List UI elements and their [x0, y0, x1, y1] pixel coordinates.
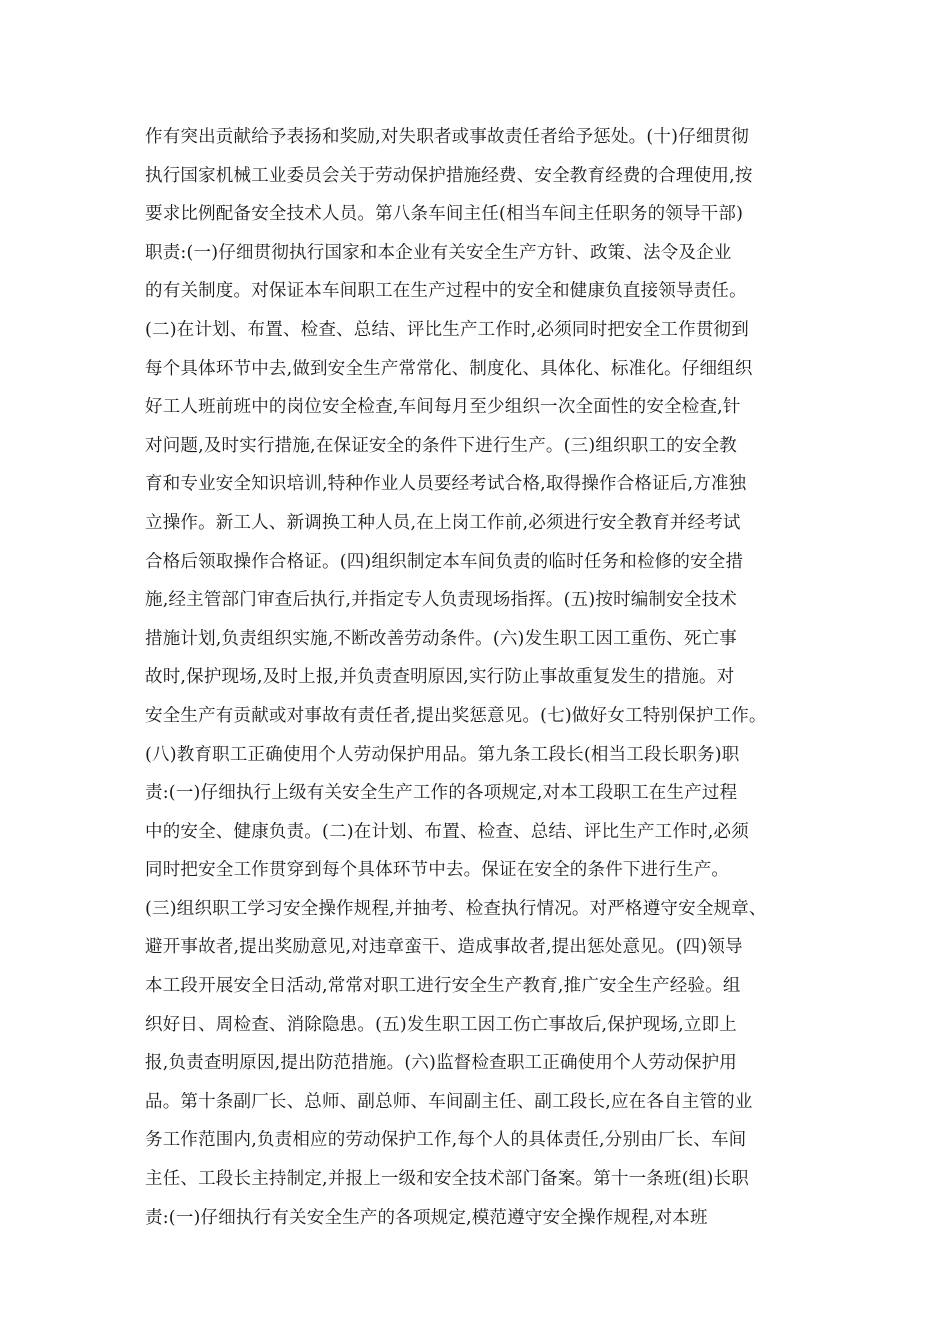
text-line: 报,负责查明原因,提出防范措施。(六)监督检查职工正确使用个人劳动保护用: [145, 1053, 737, 1074]
text-line: 作有突出贡献给予表扬和奖励,对失职者或事故责任者给予惩处。(十)仔细贯彻: [145, 127, 749, 147]
text-line: 职责:(一)仔细贯彻执行国家和本企业有关安全生产方针、政策、法令及企业: [145, 242, 732, 263]
text-line: 措施计划,负责组织实施,不断改善劳动条件。(六)发生职工因工重伤、死亡事: [145, 628, 737, 649]
text-line: 对问题,及时实行措施,在保证安全的条件下进行生产。(三)组织职工的安全教: [145, 435, 737, 456]
text-line: 合格后领取操作合格证。(四)组织制定本车间负责的临时任务和检修的安全措: [145, 551, 744, 572]
text-line: 每个具体环节中去,做到安全生产常常化、制度化、具体化、标准化。仔细组织: [145, 358, 753, 379]
text-line: (二)在计划、布置、检查、总结、评比生产工作时,必须同时把安全工作贯彻到: [145, 319, 749, 340]
text-line: 育和专业安全知识培训,特种作业人员要经考试合格,取得操作合格证后,方准独: [145, 474, 747, 495]
text-line: 责:(一)仔细执行有关安全生产的各项规定,模范遵守安全操作规程,对本班: [145, 1207, 708, 1228]
text-line: 好工人班前班中的岗位安全检查,车间每月至少组织一次全面性的安全检查,针: [145, 397, 741, 418]
text-line: 安全生产有贡献或对事故有责任者,提出奖惩意见。(七)做好女工特别保护工作。: [145, 705, 767, 726]
text-line: 务工作范围内,负责相应的劳动保护工作,每个人的具体责任,分别由厂长、车间: [145, 1130, 747, 1151]
text-line: 中的安全、健康负责。(二)在计划、布置、检查、总结、评比生产工作时,必须: [145, 821, 749, 842]
text-line: 主任、工段长主持制定,并报上一级和安全技术部门备案。第十一条班(组)长职: [145, 1169, 749, 1190]
body-text: [145, 118, 825, 1237]
text-line: 织好日、周检查、消除隐患。(五)发生职工因工伤亡事故后,保护现场,立即上: [145, 1014, 737, 1035]
text-line: 责:(一)仔细执行上级有关安全生产工作的各项规定,对本工段职工在生产过程: [145, 783, 738, 804]
text-line: 的有关制度。对保证本车间职工在生产过程中的安全和健康负直接领导责任。: [145, 281, 747, 302]
text-line: 品。第十条副厂长、总师、副总师、车间副主任、副工段长,应在各自主管的业: [145, 1091, 753, 1112]
text-line: 本工段开展安全日活动,常常对职工进行安全生产教育,推广安全生产经验。组: [145, 976, 741, 997]
text-line: (三)组织职工学习安全操作规程,并抽考、检查执行情况。对严格遵守安全规章、: [145, 898, 767, 919]
text-line: 立操作。新工人、新调换工种人员,在上岗工作前,必须进行安全教育并经考试: [145, 512, 741, 533]
text-line: 故时,保护现场,及时上报,并负责查明原因,实行防止事故重复发生的措施。对: [145, 667, 735, 688]
text-line: 避开事故者,提出奖励意见,对违章蛮干、造成事故者,提出惩处意见。(四)领导: [145, 937, 743, 958]
text-line: 施,经主管部门审查后执行,并指定专人负责现场指挥。(五)按时编制安全技术: [145, 590, 737, 611]
text-line: 执行国家机械工业委员会关于劳动保护措施经费、安全教育经费的合理使用,按: [145, 165, 753, 186]
text-line: 要求比例配备安全技术人员。第八条车间主任(相当车间主任职务的领导干部): [145, 204, 744, 225]
text-line: (八)教育职工正确使用个人劳动保护用品。第九条工段长(相当工段长职务)职: [145, 744, 740, 765]
text-line: 同时把安全工作贯穿到每个具体环节中去。保证在安全的条件下进行生产。: [145, 860, 730, 881]
